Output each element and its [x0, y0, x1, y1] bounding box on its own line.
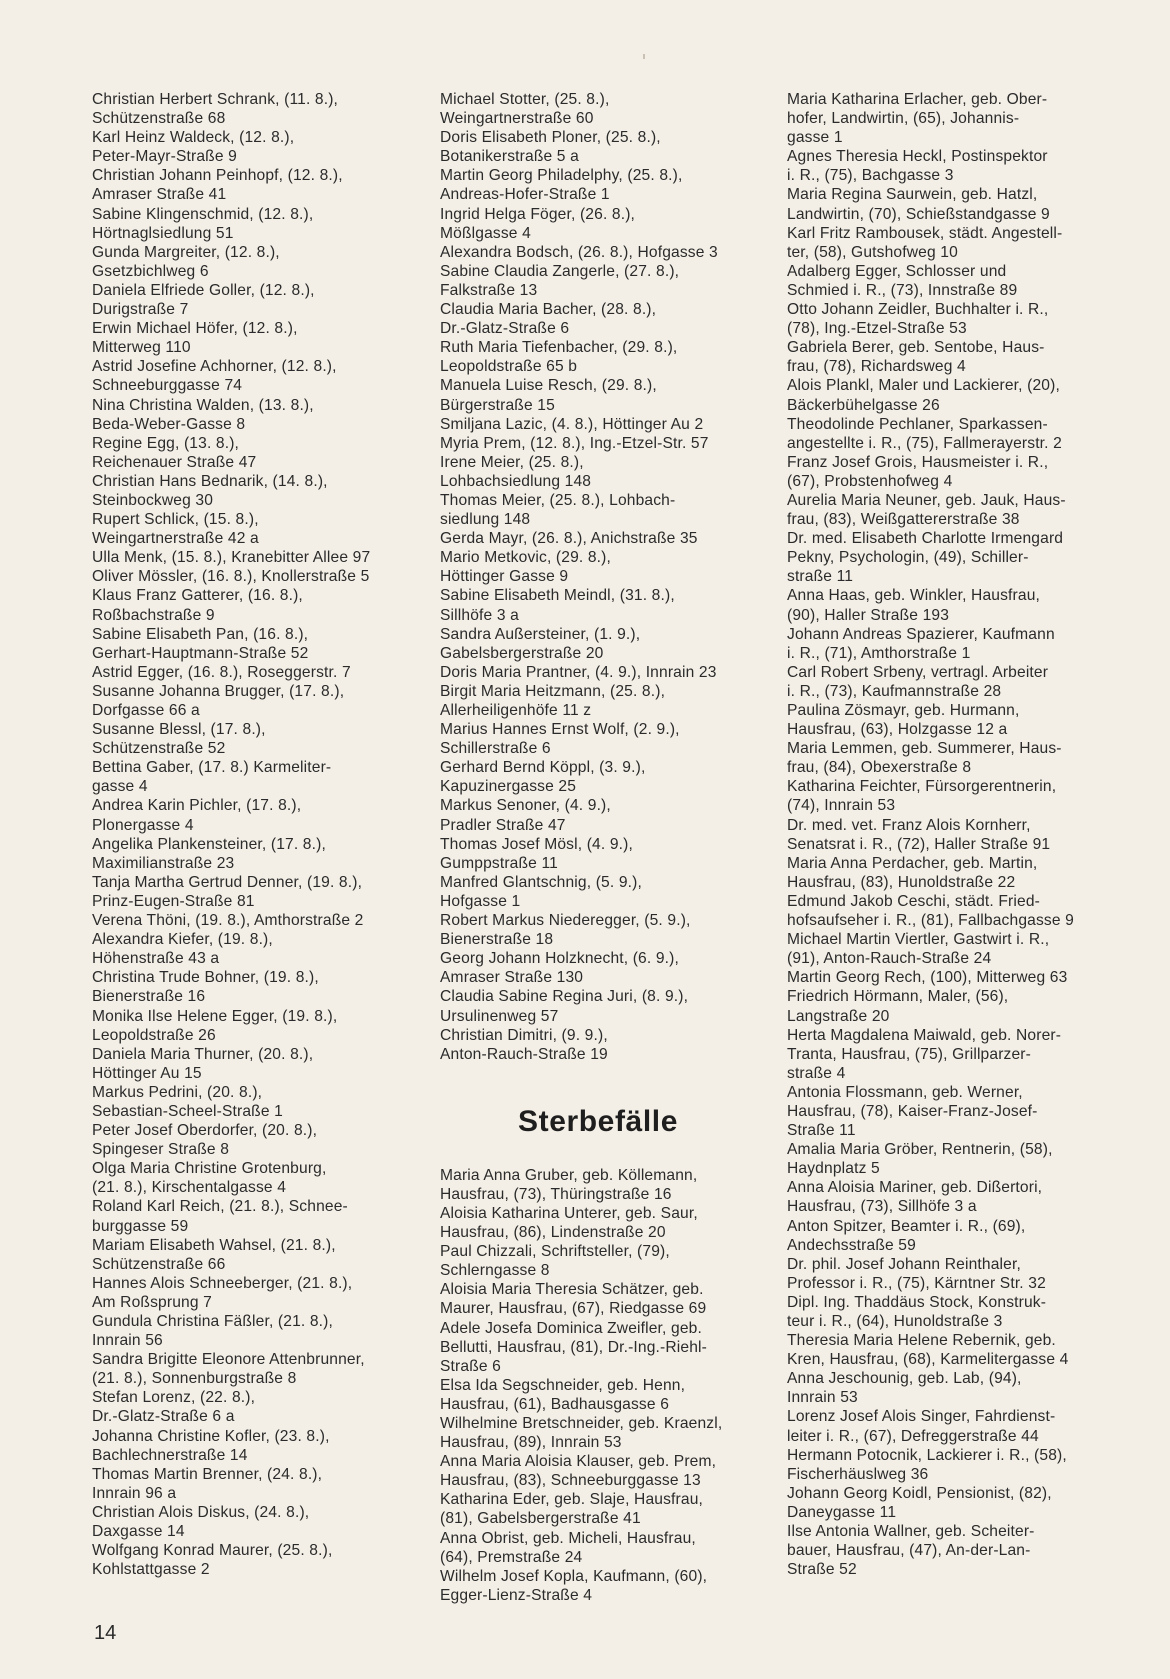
register-entry: Monika Ilse Helene Egger, (19. 8.), Leopoldstraße 26 [92, 1007, 338, 1044]
deaths-list [440, 1166, 770, 1605]
column-middle [440, 90, 770, 1605]
register-entry: Irene Meier, (25. 8.), Lohbachsiedlung 148 [440, 453, 592, 490]
register-entry: Antonia Flossmann, geb. Werner, Hausfrau, (78), Kaiser-Franz-Josef- Straße 11 [787, 1083, 1038, 1140]
register-entry: Paul Chizzali, Schriftsteller, (79), Schlerngasse 8 [440, 1243, 670, 1280]
register-entry: Sabine Claudia Zangerle, (27. 8.), Falkstraße 13 [440, 262, 680, 299]
register-entry: Claudia Maria Bacher, (28. 8.), Dr.-Glatz-Straße 6 [440, 301, 657, 338]
register-entry: Dr. phil. Josef Johann Reinthaler, Professor i. R., (75), Kärntner Str. 32 [787, 1255, 1046, 1292]
register-entry: Katharina Feichter, Fürsorgerentnerin, (74), Innrain 53 [787, 778, 1057, 815]
register-entry: Ilse Antonia Wallner, geb. Scheiter- bauer, Hausfrau, (47), An-der-Lan- Straße 52 [787, 1523, 1035, 1579]
register-entry: Aurelia Maria Neuner, geb. Jauk, Haus- frau, (83), Weißgattererstraße 38 [787, 491, 1066, 529]
register-entry: Sabine Klingenschmid, (12. 8.), Hörtnaglsiedlung 51 [92, 205, 314, 242]
register-entry: Edmund Jakob Ceschi, städt. Fried- hofsaufseher i. R., (81), Fallbachgasse 9 [787, 892, 1074, 930]
register-entry: Martin Georg Rech, (100), Mitterweg 63 [787, 969, 1068, 987]
register-entry: Alois Plankl, Maler und Lackierer, (20), Bäckerbühelgasse 26 [787, 377, 1060, 414]
register-entry: Maria Anna Gruber, geb. Köllemann, Hausfrau, (73), Thüringstraße 16 [440, 1166, 698, 1203]
register-entry: Roland Karl Reich, (21. 8.), Schnee- burggasse 59 [92, 1198, 348, 1235]
register-entry: Verena Thöni, (19. 8.), Amthorstraße 2 [92, 912, 364, 930]
register-entry: Anna Maria Aloisia Klauser, geb. Prem, Hausfrau, (83), Schneeburggasse 13 [440, 1453, 717, 1490]
register-entry: Andrea Karin Pichler, (17. 8.), Plonergasse 4 [92, 797, 302, 834]
register-entry: Herta Magdalena Maiwald, geb. Norer- Tranta, Hausfrau, (75), Grillparzer- straße 4 [787, 1026, 1062, 1082]
register-entry: Sandra Brigitte Eleonore Attenbrunner, (21. 8.), Sonnenburgstraße 8 [92, 1351, 365, 1388]
register-entry: Ulla Menk, (15. 8.), Kranebitter Allee 97 [92, 549, 371, 567]
register-entry: Regine Egg, (13. 8.), Reichenauer Straße 47 [92, 434, 257, 471]
register-entry: Robert Markus Niederegger, (5. 9.), Bienerstraße 18 [440, 912, 691, 949]
register-entry: Maria Lemmen, geb. Summerer, Haus- frau, (84), Obexerstraße 8 [787, 740, 1062, 777]
register-entry: Christian Herbert Schrank, (11. 8.), Schützenstraße 68 [92, 91, 339, 128]
register-entry: Franz Josef Grois, Hausmeister i. R., (67), Probstenhofweg 4 [787, 453, 1049, 490]
register-entry: Christian Hans Bednarik, (14. 8.), Steinbockweg 30 [92, 472, 328, 509]
register-entry: Maria Anna Perdacher, geb. Martin, Hausfrau, (83), Hunoldstraße 22 [787, 854, 1038, 891]
register-entry: Thomas Martin Brenner, (24. 8.), Innrain 96 a [92, 1465, 323, 1502]
register-entry: Smiljana Lazic, (4. 8.), Höttinger Au 2 [440, 415, 704, 433]
register-entry: Friedrich Hörmann, Maler, (56), Langstraße 20 [787, 988, 1009, 1025]
register-entry: Peter Josef Oberdorfer, (20. 8.), Spingeser Straße 8 [92, 1122, 318, 1159]
register-entry: Alexandra Bodsch, (26. 8.), Hofgasse 3 [440, 243, 718, 261]
register-entry: Gerhard Bernd Köppl, (3. 9.), Kapuzinergasse 25 [440, 759, 646, 796]
register-entry: Carl Robert Srbeny, vertragl. Arbeiter i. R., (73), Kaufmannstraße 28 [787, 663, 1049, 700]
register-entry: Markus Pedrini, (20. 8.), Sebastian-Scheel-Straße 1 [92, 1083, 283, 1120]
register-entry: Christina Trude Bohner, (19. 8.), Bienerstraße 16 [92, 969, 319, 1006]
register-entry: Karl Fritz Rambousek, städt. Angestell- ter, (58), Gutshofweg 10 [787, 224, 1063, 261]
register-entry: Doris Maria Prantner, (4. 9.), Innrain 23 [440, 663, 717, 681]
register-entry: Anton Spitzer, Beamter i. R., (69), Andechsstraße 59 [787, 1217, 1026, 1254]
register-entry: Maria Katharina Erlacher, geb. Ober- hofer, Landwirtin, (65), Johannis- gasse 1 [787, 91, 1048, 147]
register-entry: Katharina Eder, geb. Slaje, Hausfrau, (81), Gabelsbergerstraße 41 [440, 1491, 704, 1528]
register-entry: Hannes Alois Schneeberger, (21. 8.), Am Roßsprung 7 [92, 1274, 353, 1311]
register-entry: Mario Metkovic, (29. 8.), Höttinger Gasse 9 [440, 549, 611, 586]
column-right [787, 90, 1117, 1579]
register-entry: Elsa Ida Segschneider, geb. Henn, Hausfrau, (61), Badhausgasse 6 [440, 1376, 686, 1413]
register-entry: Thomas Josef Mösl, (4. 9.), Gumppstraße 11 [440, 835, 633, 872]
paper-speck [643, 54, 645, 59]
register-entry: Johann Andreas Spazierer, Kaufmann i. R., (71), Amthorstraße 1 [787, 625, 1055, 662]
register-entry: Gerda Mayr, (26. 8.), Anichstraße 35 [440, 530, 698, 548]
register-entry: Georg Johann Holzknecht, (6. 9.), Amraser Straße 130 [440, 950, 679, 987]
register-entry: Michael Martin Viertler, Gastwirt i. R., (91), Anton-Rauch-Straße 24 [787, 931, 1050, 968]
register-entry: Aloisia Katharina Unterer, geb. Saur, Hausfrau, (86), Lindenstraße 20 [440, 1204, 698, 1242]
register-entry: Dr. med. vet. Franz Alois Kornherr, Senatsrat i. R., (72), Haller Straße 91 [787, 816, 1051, 853]
register-entry: Susanne Blessl, (17. 8.), Schützenstraße 52 [92, 721, 266, 758]
register-entry: Anna Aloisia Mariner, geb. Dißertori, Hausfrau, (73), Sillhöfe 3 a [787, 1179, 1043, 1216]
register-entry: Oliver Mössler, (16. 8.), Knollerstraße 5 [92, 568, 370, 586]
register-entry: Theresia Maria Helene Rebernik, geb. Kren, Hausfrau, (68), Karmelitergasse 4 [787, 1332, 1069, 1369]
register-entry: Olga Maria Christine Grotenburg, (21. 8.), Kirschentalgasse 4 [92, 1160, 327, 1197]
register-entry: Lorenz Josef Alois Singer, Fahrdienst- leiter i. R., (67), Defreggerstraße 44 [787, 1408, 1056, 1445]
register-entry: Daniela Maria Thurner, (20. 8.), Höttinger Au 15 [92, 1045, 314, 1082]
register-entry: Bettina Gaber, (17. 8.) Karmeliter- gasse 4 [92, 759, 332, 796]
page-number: 14 [94, 1622, 117, 1644]
register-entry: Doris Elisabeth Ploner, (25. 8.), Botanikerstraße 5 a [440, 129, 661, 166]
register-entry: Adele Josefa Dominica Zweifler, geb. Bellutti, Hausfrau, (81), Dr.-Ing.-Riehl- Straße 6 [440, 1319, 708, 1375]
register-entry: Erwin Michael Höfer, (12. 8.), Mitterweg 110 [92, 320, 298, 357]
register-entry: Markus Senoner, (4. 9.), Pradler Straße 47 [440, 797, 611, 834]
register-entry: Tanja Martha Gertrud Denner, (19. 8.), Prinz-Eugen-Straße 81 [92, 873, 363, 910]
register-entry: Myria Prem, (12. 8.), Ing.-Etzel-Str. 57 [440, 434, 709, 452]
register-entry: Otto Johann Zeidler, Buchhalter i. R., (78), Ing.-Etzel-Straße 53 [787, 301, 1049, 338]
register-entry: Sandra Außersteiner, (1. 9.), Gabelsbergerstraße 20 [440, 625, 641, 662]
register-entry: Gundula Christina Fäßler, (21. 8.), Innrain 56 [92, 1313, 333, 1350]
register-entry: Martin Georg Philadelphy, (25. 8.), Andreas-Hofer-Straße 1 [440, 167, 683, 204]
register-entry: Mariam Elisabeth Wahsel, (21. 8.), Schützenstraße 66 [92, 1236, 336, 1273]
register-entry: Christian Johann Peinhopf, (12. 8.), Amraser Straße 41 [92, 167, 343, 204]
register-entry: Thomas Meier, (25. 8.), Lohbach- siedlung 148 [440, 491, 676, 529]
register-entry: Manfred Glantschnig, (5. 9.), Hofgasse 1 [440, 873, 642, 910]
register-entry: Karl Heinz Waldeck, (12. 8.), Peter-Mayr-Straße 9 [92, 129, 295, 166]
register-entry: Wilhelm Josef Kopla, Kaufmann, (60), Egger-Lienz-Straße 4 [440, 1567, 708, 1604]
register-entry: Gunda Margreiter, (12. 8.), Gsetzbichlweg 6 [92, 243, 280, 280]
register-entry: Anna Obrist, geb. Micheli, Hausfrau, (64), Premstraße 24 [440, 1529, 696, 1566]
register-entry: Dr. med. Elisabeth Charlotte Irmengard Pekny, Psychologin, (49), Schiller- straße 11 [787, 530, 1064, 586]
register-entry: Daniela Elfriede Goller, (12. 8.), Durigstraße 7 [92, 281, 315, 319]
register-entry: Amalia Maria Gröber, Rentnerin, (58), Haydnplatz 5 [787, 1141, 1053, 1178]
register-entry: Christian Dimitri, (9. 9.), Anton-Rauch-Straße 19 [440, 1026, 608, 1063]
register-entry: Agnes Theresia Heckl, Postinspektor i. R., (75), Bachgasse 3 [787, 148, 1048, 185]
births-list [440, 90, 770, 1064]
register-entry: Astrid Josefine Achhorner, (12. 8.), Schneeburggasse 74 [92, 358, 337, 395]
register-entry: Johann Georg Koidl, Pensionist, (82), Daneygasse 11 [787, 1484, 1052, 1521]
register-entry: Claudia Sabine Regina Juri, (8. 9.), Ursulinenweg 57 [440, 988, 689, 1025]
register-entry: Nina Christina Walden, (13. 8.), Beda-Weber-Gasse 8 [92, 396, 314, 433]
register-entry: Wilhelmine Bretschneider, geb. Kraenzl, Hausfrau, (89), Innrain 53 [440, 1415, 723, 1452]
register-entry: Michael Stotter, (25. 8.), Weingartnerstraße 60 [440, 91, 610, 128]
register-entry: Theodolinde Pechlaner, Sparkassen- angestellte i. R., (75), Fallmerayerstr. 2 [787, 415, 1062, 452]
register-entry: Sabine Elisabeth Meindl, (31. 8.), Sillhöfe 3 a [440, 587, 675, 624]
register-entry: Paulina Zösmayr, geb. Hurmann, Hausfrau, (63), Holzgasse 12 a [787, 702, 1020, 739]
register-entry: Adalberg Egger, Schlosser und Schmied i. R., (73), Innstraße 89 [787, 262, 1018, 299]
register-entry: Aloisia Maria Theresia Schätzer, geb. Maurer, Hausfrau, (67), Riedgasse 69 [440, 1281, 707, 1318]
register-entry: Ruth Maria Tiefenbacher, (29. 8.), Leopoldstraße 65 b [440, 339, 678, 376]
register-entry: Stefan Lorenz, (22. 8.), Dr.-Glatz-Straße 6 a [92, 1389, 256, 1426]
register-entry: Astrid Egger, (16. 8.), Roseggerstr. 7 [92, 663, 351, 681]
register-entry: Ingrid Helga Föger, (26. 8.), Mößlgasse 4 [440, 205, 636, 242]
register-entry: Gabriela Berer, geb. Sentobe, Haus- frau, (78), Richardsweg 4 [787, 339, 1045, 376]
register-entry: Birgit Maria Heitzmann, (25. 8.), Allerheiligenhöfe 11 z [440, 682, 666, 719]
register-entry: Klaus Franz Gatterer, (16. 8.), Roßbachstraße 9 [92, 587, 303, 624]
register-entry: Hermann Potocnik, Lackierer i. R., (58), Fischerhäuslweg 36 [787, 1446, 1067, 1483]
register-entry: Rupert Schlick, (15. 8.), Weingartnerstraße 42 a [92, 511, 259, 548]
register-entry: Dipl. Ing. Thaddäus Stock, Konstruk- teur i. R., (64), Hunoldstraße 3 [787, 1293, 1047, 1330]
register-entry: Christian Alois Diskus, (24. 8.), Daxgasse 14 [92, 1503, 310, 1541]
register-entry: Alexandra Kiefer, (19. 8.), Höhenstraße 43 a [92, 931, 273, 968]
register-entry: Wolfgang Konrad Maurer, (25. 8.), Kohlstattgasse 2 [92, 1542, 333, 1579]
register-entry: Marius Hannes Ernst Wolf, (2. 9.), Schillerstraße 6 [440, 721, 680, 758]
register-entry: Anna Jeschounig, geb. Lab, (94), Innrain 53 [787, 1370, 1022, 1407]
register-entry: Sabine Elisabeth Pan, (16. 8.), Gerhart-Hauptmann-Straße 52 [92, 625, 309, 662]
register-entry: Maria Regina Saurwein, geb. Hatzl, Landwirtin, (70), Schießstandgasse 9 [787, 186, 1050, 223]
register-entry: Johanna Christine Kofler, (23. 8.), Bachlechnerstraße 14 [92, 1427, 330, 1464]
register-entry: Manuela Luise Resch, (29. 8.), Bürgerstraße 15 [440, 377, 657, 414]
column-left [92, 90, 422, 1579]
section-heading-sterbefaelle: Sterbefälle [518, 1104, 678, 1138]
register-entry: Angelika Plankensteiner, (17. 8.), Maximilianstraße 23 [92, 835, 326, 872]
register-entry: Anna Haas, geb. Winkler, Hausfrau, (90), Haller Straße 193 [787, 587, 1040, 624]
register-entry: Susanne Johanna Brugger, (17. 8.), Dorfgasse 66 a [92, 682, 345, 719]
